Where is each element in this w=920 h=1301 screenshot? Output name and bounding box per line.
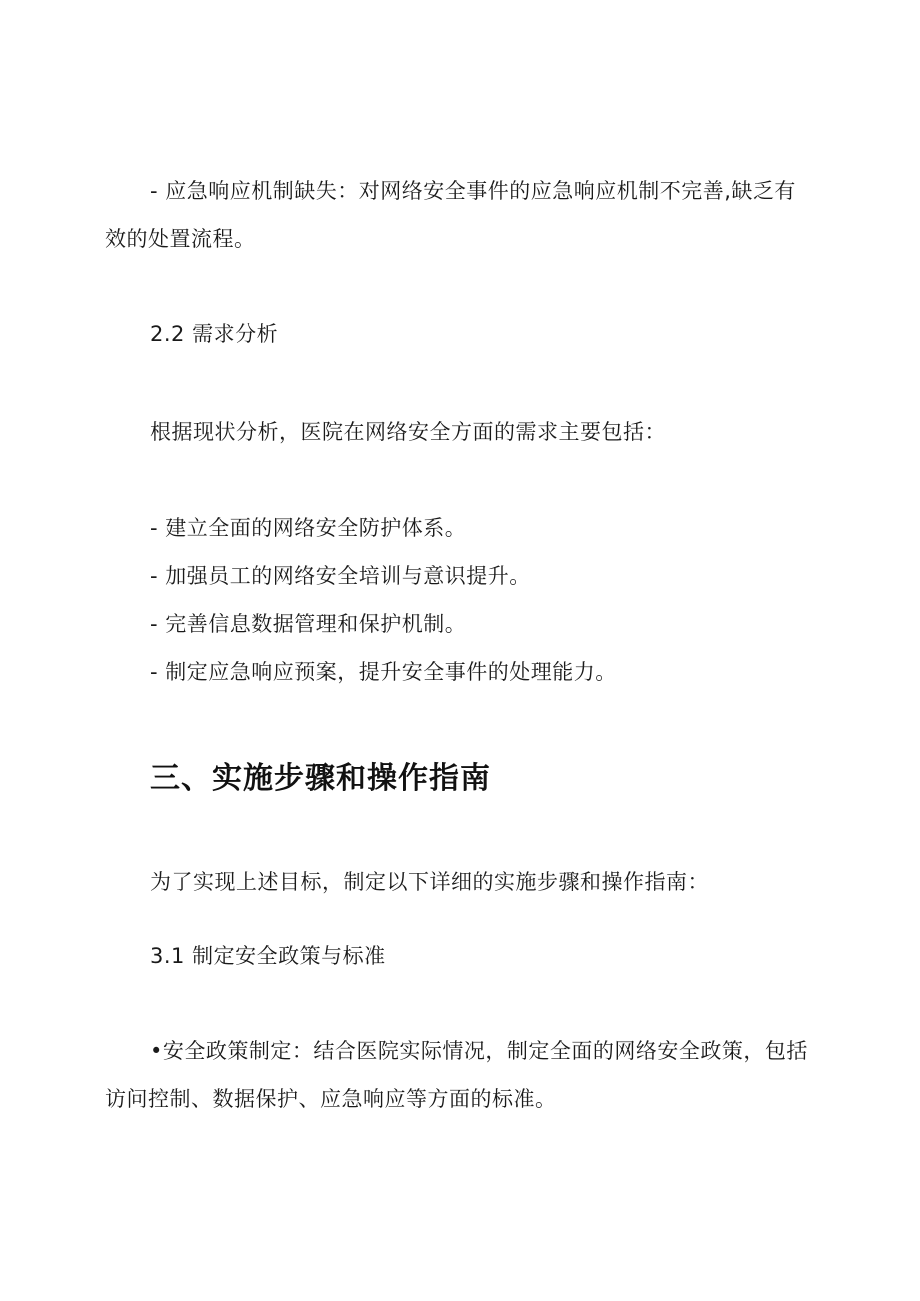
requirement-item-1: - 建立全面的网络安全防护体系。 xyxy=(150,516,467,540)
bullet-item-security-policy-cont: 访问控制、数据保护、应急响应等方面的标准。 xyxy=(105,1087,557,1111)
section-title-3-1: 3.1 制定安全政策与标准 xyxy=(150,944,386,968)
section-title-2-2: 2.2 需求分析 xyxy=(150,322,279,346)
list-item-emergency-mechanism: - 应急响应机制缺失：对网络安全事件的应急响应机制不完善,缺乏有 xyxy=(150,179,796,203)
requirement-item-3: - 完善信息数据管理和保护机制。 xyxy=(150,612,467,636)
paragraph-intro-requirements: 根据现状分析，医院在网络安全方面的需求主要包括： xyxy=(150,420,666,444)
requirement-item-4: - 制定应急响应预案，提升安全事件的处理能力。 xyxy=(150,660,617,684)
paragraph-intro-steps: 为了实现上述目标，制定以下详细的实施步骤和操作指南： xyxy=(150,870,709,894)
list-item-emergency-mechanism-cont: 效的处置流程。 xyxy=(105,227,256,251)
bullet-item-security-policy: •安全政策制定：结合医院实际情况，制定全面的网络安全政策，包括 xyxy=(150,1039,808,1063)
requirement-item-2: - 加强员工的网络安全培训与意识提升。 xyxy=(150,564,531,588)
chapter-heading-3: 三、实施步骤和操作指南 xyxy=(150,761,491,796)
